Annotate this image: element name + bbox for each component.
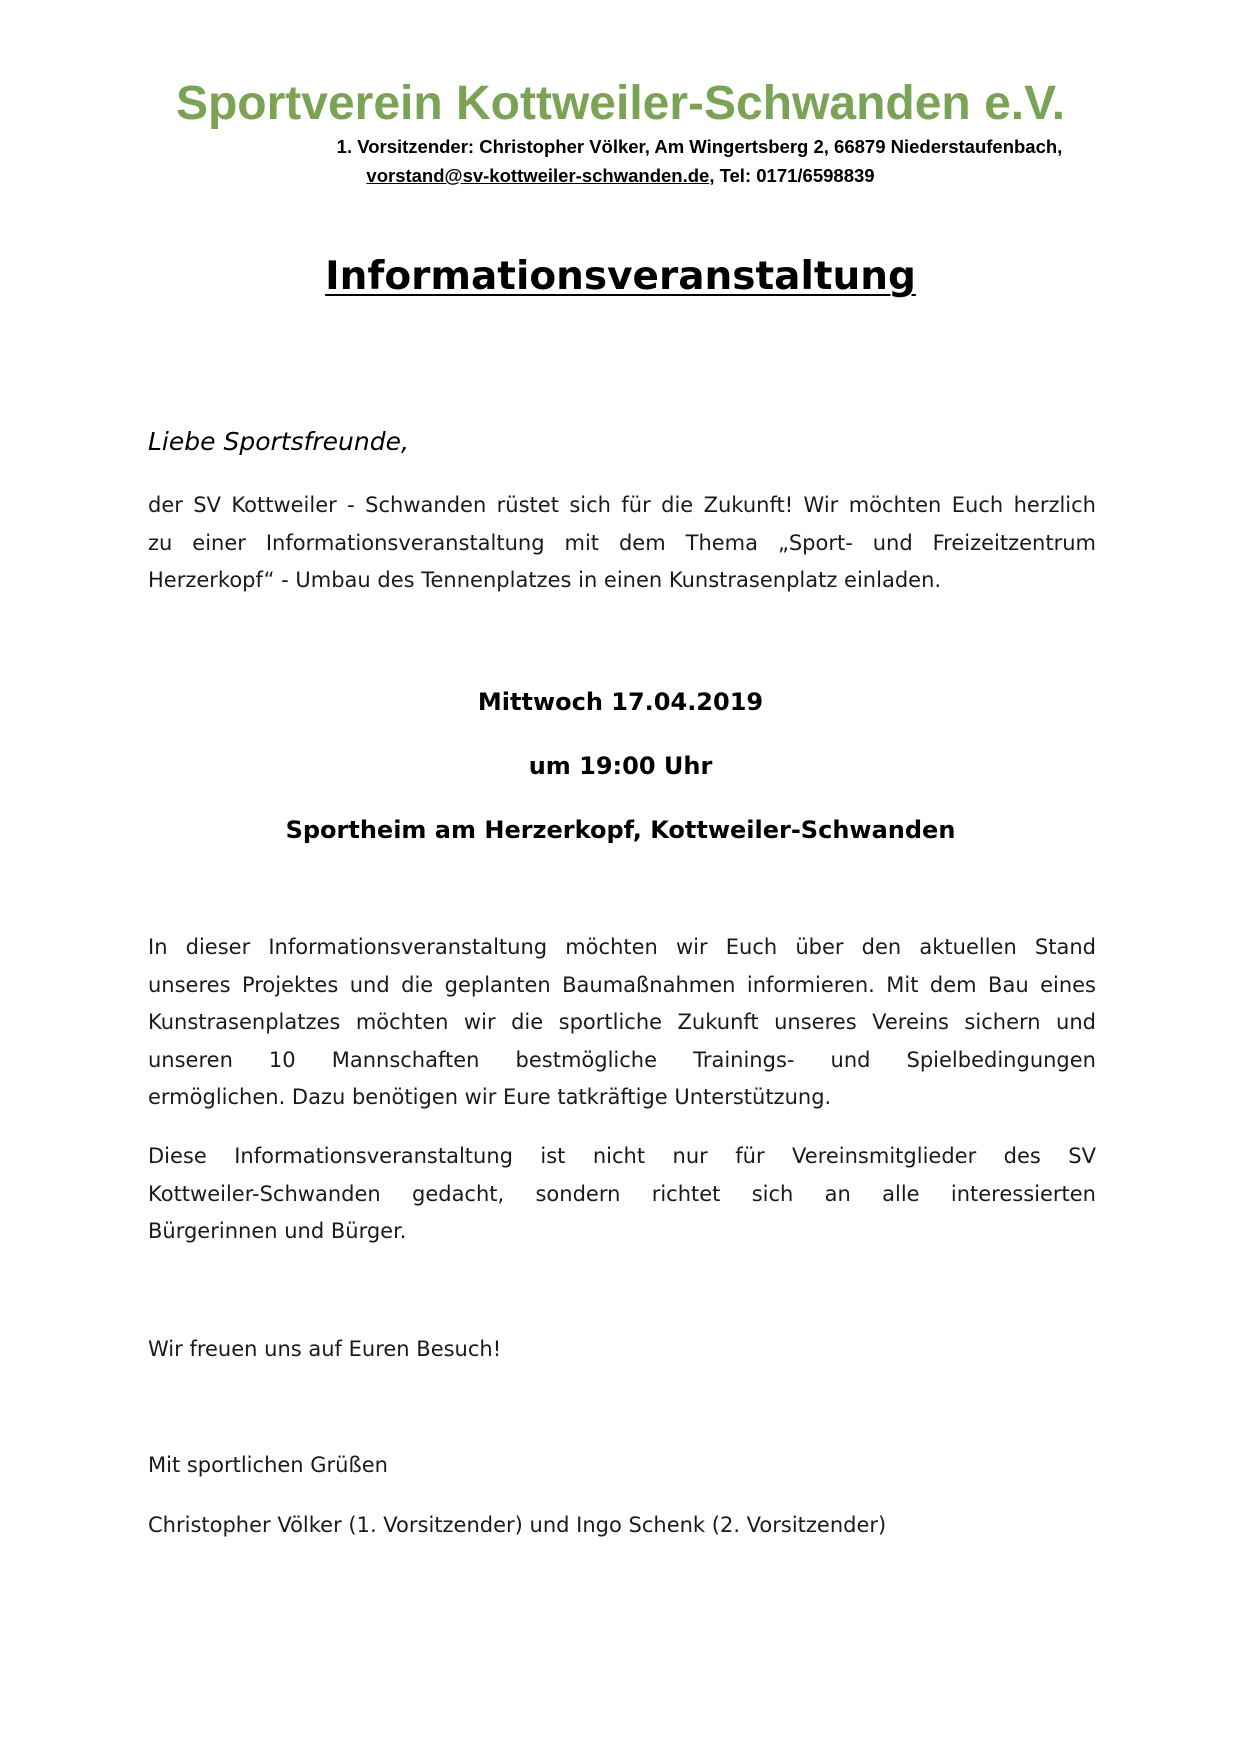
info-line: Kunstrasenplatzes möchten wir die sportliche Zukunft unseres Vereins sichern und	[148, 1010, 1096, 1034]
audience-paragraph	[148, 1138, 1096, 1251]
audience-line: Diese Informationsveranstaltung ist nicht nur für Vereinsmitglieder des SV	[148, 1144, 1096, 1168]
club-name: Sportverein Kottweiler-Schwanden e.V.	[175, 77, 1066, 130]
intro-line: der SV Kottweiler - Schwanden rüstet sich für die Zukunft! Wir möchten Euch herzlich	[148, 493, 1096, 517]
audience-line: Bürgerinnen und Bürger.	[148, 1219, 407, 1243]
email-link[interactable]: vorstand@sv-kottweiler-schwanden.de	[366, 165, 710, 186]
regards-line: Mit sportlichen Grüßen	[148, 1453, 388, 1477]
signature-line: Christopher Völker (1. Vorsitzender) und Ingo Schenk (2. Vorsitzender)	[148, 1513, 887, 1537]
audience-line: Kottweiler-Schwanden gedacht, sondern richtet sich an alle interessierten	[148, 1181, 1096, 1206]
contact-line	[0, 164, 1241, 188]
info-paragraph	[148, 929, 1096, 1117]
event-time: um 19:00 Uhr	[528, 752, 713, 780]
intro-paragraph	[148, 487, 1096, 600]
intro-line: zu einer Informationsveranstaltung mit dem Thema „Sport- und Freizeitzentrum	[148, 530, 1096, 555]
document-title: Informationsveranstaltung	[325, 254, 916, 299]
intro-line: Herzerkopf“ - Umbau des Tennenplatzes in einen Kunstrasenplatz einladen.	[148, 568, 942, 592]
info-line: unseres Projektes und die geplanten Baumaßnahmen informieren. Mit dem Bau eines	[148, 972, 1096, 997]
info-line: ermöglichen. Dazu benötigen wir Eure tatkräftige Unterstützung.	[148, 1085, 832, 1109]
event-date: Mittwoch 17.04.2019	[477, 688, 764, 716]
event-location: Sportheim am Herzerkopf, Kottweiler-Schwanden	[285, 816, 956, 844]
phone-number: , Tel: 0171/6598839	[709, 165, 875, 186]
greeting: Liebe Sportsfreunde,	[148, 427, 409, 456]
chair-address: 1. Vorsitzender: Christopher Völker, Am Wingertsberg 2, 66879 Niederstaufenbach,	[336, 136, 1063, 157]
info-line: unseren 10 Mannschaften bestmögliche Trainings- und Spielbedingungen	[148, 1047, 1096, 1072]
info-line: In dieser Informationsveranstaltung möchten wir Euch über den aktuellen Stand	[148, 935, 1096, 959]
closing-line: Wir freuen uns auf Euren Besuch!	[148, 1337, 502, 1361]
